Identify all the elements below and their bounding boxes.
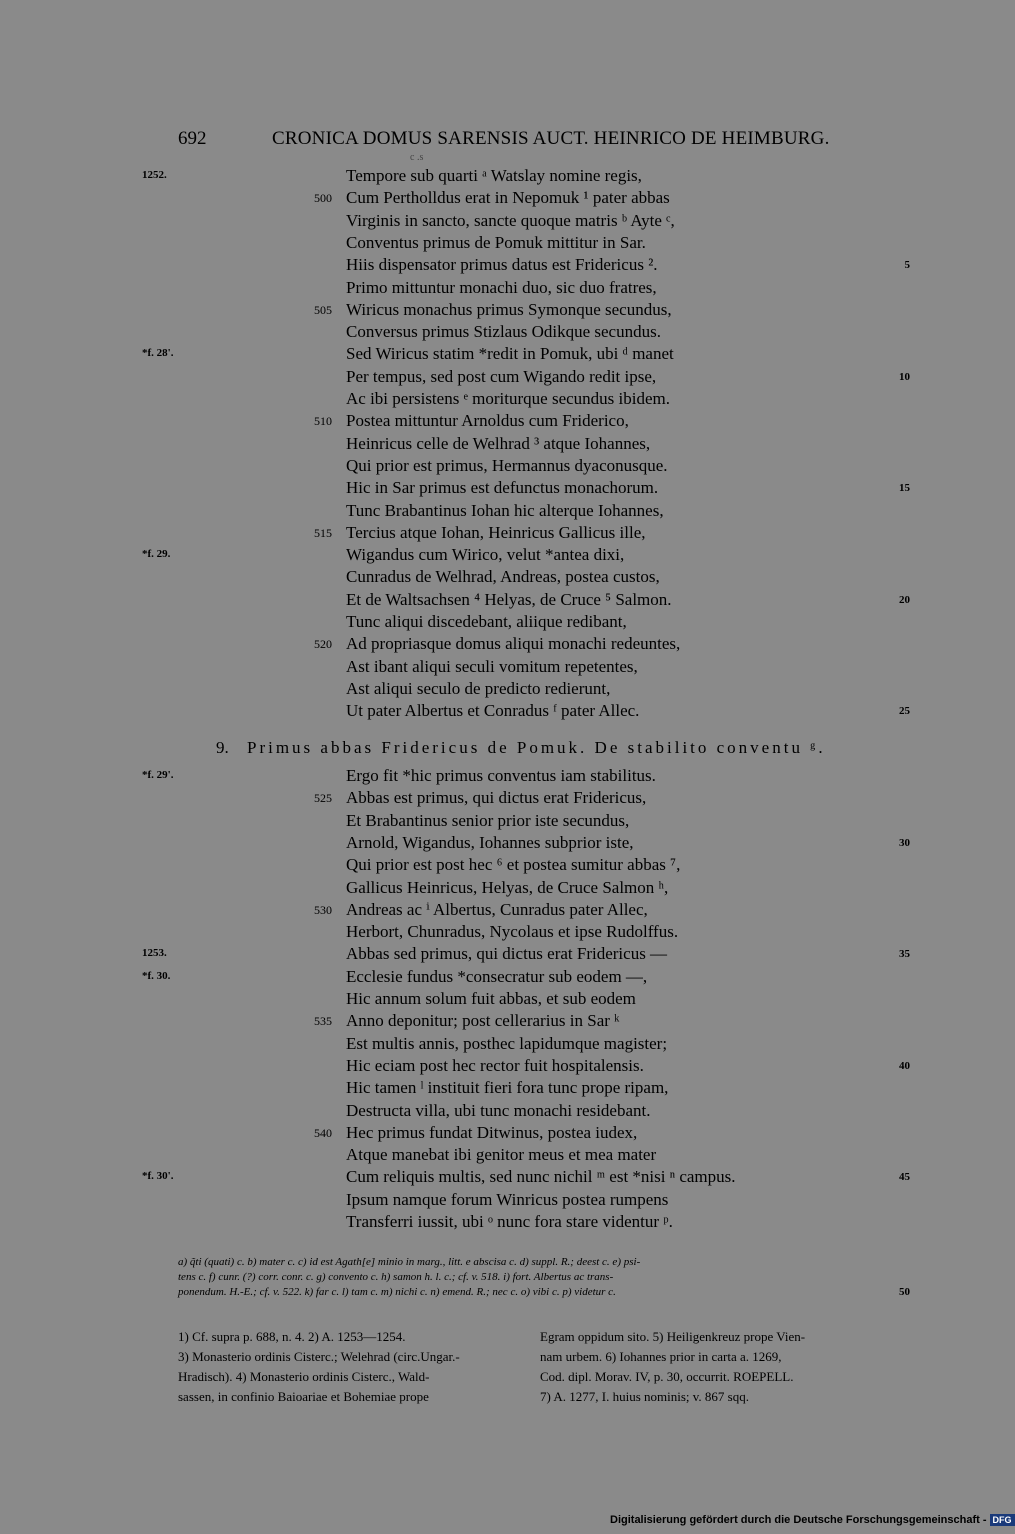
verse-line <box>0 612 1000 634</box>
verse-number: 525 <box>314 791 332 806</box>
verse-text: Sed Wiricus statim *redit in Pomuk, ubi ᵈ manet <box>346 344 674 364</box>
footnote-line: Hradisch). 4) Monasterio ordinis Cisterc., Wald- <box>178 1369 430 1384</box>
page-number: 692 <box>178 128 207 149</box>
apparatus-line <box>178 1285 910 1300</box>
apparatus-text: tens c. f) cunr. (?) corr. conr. c. g) convento c. h) samon h. l. c.; cf. v. 518. i) fort. Albertus ac trans- <box>178 1271 614 1283</box>
verse-text: Ac ibi persistens ᵉ moriturque secundus ibidem. <box>346 389 670 408</box>
verse-line <box>0 255 1000 277</box>
margin-line-number: 50 <box>899 1286 910 1298</box>
verse-text: Ast ibant aliqui seculi vomitum repetentes, <box>346 656 638 676</box>
margin-line-number: 15 <box>899 482 910 495</box>
verse-text: Tunc aliqui discedebant, aliique redibant, <box>346 612 627 631</box>
verse-line <box>0 1190 1000 1212</box>
margin-left-note: 1253. <box>142 947 167 960</box>
apparatus-line <box>178 1270 910 1285</box>
verse-text: Arnold, Wigandus, Iohannes subprior iste, <box>346 832 634 852</box>
verse-text: Destructa villa, ubi tunc monachi residebant. <box>346 1100 651 1120</box>
verse-line <box>0 1101 1000 1123</box>
verse-line <box>0 188 1000 210</box>
margin-left-note: *f. 30'. <box>142 1170 174 1183</box>
verse-line <box>0 166 1000 188</box>
verse-text: Virginis in sancto, sancte quoque matris ᵇ Ayte ᶜ, <box>346 210 675 230</box>
verse-text: Hic annum solum fuit abbas, et sub eodem <box>346 989 636 1008</box>
verse-line <box>0 1034 1000 1056</box>
verse-text: Anno deponitur; post cellerarius in Sar ᵏ <box>346 1011 620 1031</box>
verse-text: Et de Waltsachsen ⁴ Helyas, de Cruce ⁵ Salmon. <box>346 589 672 609</box>
verse-line <box>0 389 1000 411</box>
verse-number: 515 <box>314 525 332 540</box>
verse-text: Wiricus monachus primus Symonque secundus, <box>346 299 672 319</box>
margin-line-number: 35 <box>899 948 910 961</box>
verse-line <box>0 855 1000 877</box>
verse-line <box>0 900 1000 922</box>
verse-line <box>0 1078 1000 1100</box>
margin-line-number: 25 <box>899 705 910 718</box>
footnote-line: sassen, in confinio Baioariae et Bohemiae prope <box>178 1389 429 1404</box>
running-header <box>0 128 1000 152</box>
verse-number: 530 <box>314 902 332 917</box>
verse-line <box>0 367 1000 389</box>
verse-number: 510 <box>314 414 332 429</box>
verse-line <box>0 478 1000 500</box>
verse-text: Hic eciam post hec rector fuit hospitalensis. <box>346 1055 644 1075</box>
verse-line <box>0 456 1000 478</box>
verse-line <box>0 1167 1000 1189</box>
verse-text: Ipsum namque forum Winricus postea rumpens <box>346 1189 669 1209</box>
verse-text: Abbas est primus, qui dictus erat Fridericus, <box>346 788 647 808</box>
apparatus-line <box>178 1255 910 1270</box>
verse-line <box>0 590 1000 612</box>
footnote-line: Cod. dipl. Morav. IV, p. 30, occurrit. ROEPELL. <box>540 1369 794 1384</box>
verse-line <box>0 922 1000 944</box>
verse-text: Ut pater Albertus et Conradus ᶠ pater Allec. <box>346 701 640 721</box>
verse-text: Ecclesie fundus *consecratur sub eodem —, <box>346 966 648 986</box>
verse-line <box>0 944 1000 966</box>
verse-line <box>0 1011 1000 1033</box>
apparatus-text: ponendum. H.-E.; cf. v. 522. k) far c. l) tam c. m) nichi c. n) emend. R.; nec c. o) vibi c. p) videtur c. <box>178 1286 616 1298</box>
margin-line-number: 40 <box>899 1059 910 1072</box>
verse-text: Transferri iussit, ubi ᵒ nunc fora stare videntur ᵖ. <box>346 1212 673 1231</box>
verse-line <box>0 1123 1000 1145</box>
verse-text: Per tempus, sed post cum Wigando redit ipse, <box>346 366 657 386</box>
critical-apparatus <box>178 1255 910 1300</box>
ink-smudge: c .s <box>410 152 424 163</box>
margin-left-note: 1252. <box>142 169 167 181</box>
verse-text: Hec primus fundat Ditwinus, postea iudex, <box>346 1122 638 1142</box>
verse-line <box>0 233 1000 255</box>
verse-text: Tunc Brabantinus Iohan hic alterque Iohannes, <box>346 500 664 520</box>
verse-line <box>0 1056 1000 1078</box>
section-number: 9. <box>216 738 229 757</box>
verse-text: Hiis dispensator primus datus est Fridericus ². <box>346 255 658 275</box>
verse-line <box>0 766 1000 788</box>
footnotes-column-right <box>540 1327 892 1407</box>
verse-text: Wigandus cum Wirico, velut *antea dixi, <box>346 545 625 565</box>
footnote-line: 1) Cf. supra p. 688, n. 4. 2) A. 1253—1254. <box>178 1329 406 1344</box>
verse-text: Abbas sed primus, qui dictus erat Fridericus — <box>346 944 668 964</box>
verse-text: Qui prior est post hec ⁶ et postea sumitur abbas ⁷, <box>346 855 681 875</box>
credit-text: Digitalisierung gefördert durch die Deutsche Forschungsgemeinschaft - <box>610 1514 987 1526</box>
verse-text: Atque manebat ibi genitor meus et mea mater <box>346 1145 657 1165</box>
verse-line <box>0 523 1000 545</box>
verse-line <box>0 567 1000 589</box>
footnote-line: nam urbem. 6) Iohannes prior in carta a. 1269, <box>540 1349 782 1364</box>
dfg-logo: DFG <box>990 1514 1015 1526</box>
verse-text: Ad propriasque domus aliqui monachi redeuntes, <box>346 634 681 654</box>
footnote-line: 7) A. 1277, I. huius nominis; v. 867 sqq. <box>540 1389 749 1404</box>
verse-text: Cunradus de Welhrad, Andreas, postea custos, <box>346 567 660 587</box>
verse-text: Cum Pertholldus erat in Nepomuk ¹ pater abbas <box>346 188 670 208</box>
footnote-line: Egram oppidum sito. 5) Heiligenkreuz prope Vien- <box>540 1329 806 1344</box>
verse-number: 540 <box>314 1125 332 1140</box>
verse-text: Ergo fit *hic primus conventus iam stabilitus. <box>346 766 656 785</box>
verse-line <box>0 878 1000 900</box>
margin-left-note: *f. 29'. <box>142 769 174 781</box>
verse-text: Cum reliquis multis, sed nunc nichil ᵐ est *nisi ⁿ campus. <box>346 1167 736 1187</box>
footnote-line: 3) Monasterio ordinis Cisterc.; Welehrad (circ.Ungar.- <box>178 1349 460 1364</box>
margin-line-number: 20 <box>899 593 910 606</box>
verse-line <box>0 344 1000 366</box>
margin-left-note: *f. 28'. <box>142 347 174 360</box>
verse-line <box>0 833 1000 855</box>
verse-text: Herbort, Chunradus, Nycolaus et ipse Rudolffus. <box>346 922 679 942</box>
verse-text: Conversus primus Stizlaus Odikque secundus. <box>346 322 661 342</box>
verse-line <box>0 989 1000 1011</box>
verse-line <box>0 411 1000 433</box>
section-title: Primus abbas Fridericus de Pomuk. De stabilito conventu ᵍ. <box>247 738 826 757</box>
verse-line <box>0 545 1000 567</box>
verse-text: Conventus primus de Pomuk mittitur in Sar. <box>346 232 646 252</box>
running-title: CRONICA DOMUS SARENSIS AUCT. HEINRICO DE HEIMBURG. <box>272 128 830 149</box>
digitization-credit <box>610 1514 1015 1526</box>
verse-number: 535 <box>314 1014 332 1029</box>
margin-line-number: 10 <box>899 370 910 383</box>
verse-line <box>0 634 1000 656</box>
footnotes-column-left <box>178 1327 530 1407</box>
verse-line <box>0 211 1000 233</box>
verse-number: 500 <box>314 191 332 206</box>
verse-line <box>0 701 1000 723</box>
verse-line <box>0 278 1000 300</box>
margin-left-note: *f. 30. <box>142 969 171 982</box>
verse-text: Qui prior est primus, Hermannus dyaconusque. <box>346 455 668 475</box>
verse-line <box>0 300 1000 322</box>
verse-number: 520 <box>314 637 332 652</box>
verse-line <box>0 788 1000 810</box>
verse-text: Andreas ac ⁱ Albertus, Cunradus pater Allec, <box>346 899 648 919</box>
margin-line-number: 45 <box>899 1171 910 1184</box>
verse-line <box>0 322 1000 344</box>
verse-line <box>0 1212 1000 1234</box>
margin-line-number: 5 <box>904 259 910 272</box>
verse-text: Et Brabantinus senior prior iste secundus, <box>346 810 630 830</box>
verse-line <box>0 501 1000 523</box>
verse-text: Primo mittuntur monachi duo, sic duo fratres, <box>346 277 657 297</box>
apparatus-text: a) q̃ti (quati) c. b) mater c. c) id est Agath[e] minio in marg., litt. e abscisa c. d) suppl. R.; deest c. e) psi- <box>178 1256 641 1268</box>
verse-line <box>0 1145 1000 1167</box>
margin-left-note: *f. 29. <box>142 548 171 561</box>
verse-text: Gallicus Heinricus, Helyas, de Cruce Salmon ʰ, <box>346 877 669 897</box>
verse-text: Tercius atque Iohan, Heinricus Gallicus ille, <box>346 522 646 542</box>
verse-text: Hic tamen ˡ instituit fieri fora tunc prope ripam, <box>346 1078 669 1098</box>
verse-line <box>0 434 1000 456</box>
verse-number: 505 <box>314 302 332 317</box>
verse-line <box>0 811 1000 833</box>
verse-line <box>0 657 1000 679</box>
section-heading <box>216 738 826 758</box>
verse-text: Heinricus celle de Welhrad ³ atque Iohannes, <box>346 433 651 453</box>
verse-text: Hic in Sar primus est defunctus monachorum. <box>346 478 659 498</box>
verse-line <box>0 679 1000 701</box>
verse-text: Tempore sub quarti ᵃ Watslay nomine regis, <box>346 166 642 185</box>
margin-line-number: 30 <box>899 836 910 849</box>
verse-text: Est multis annis, posthec lapidumque magister; <box>346 1033 668 1053</box>
verse-text: Postea mittuntur Arnoldus cum Friderico, <box>346 411 629 431</box>
verse-text: Ast aliqui seculo de predicto redierunt, <box>346 678 611 698</box>
verse-line <box>0 967 1000 989</box>
